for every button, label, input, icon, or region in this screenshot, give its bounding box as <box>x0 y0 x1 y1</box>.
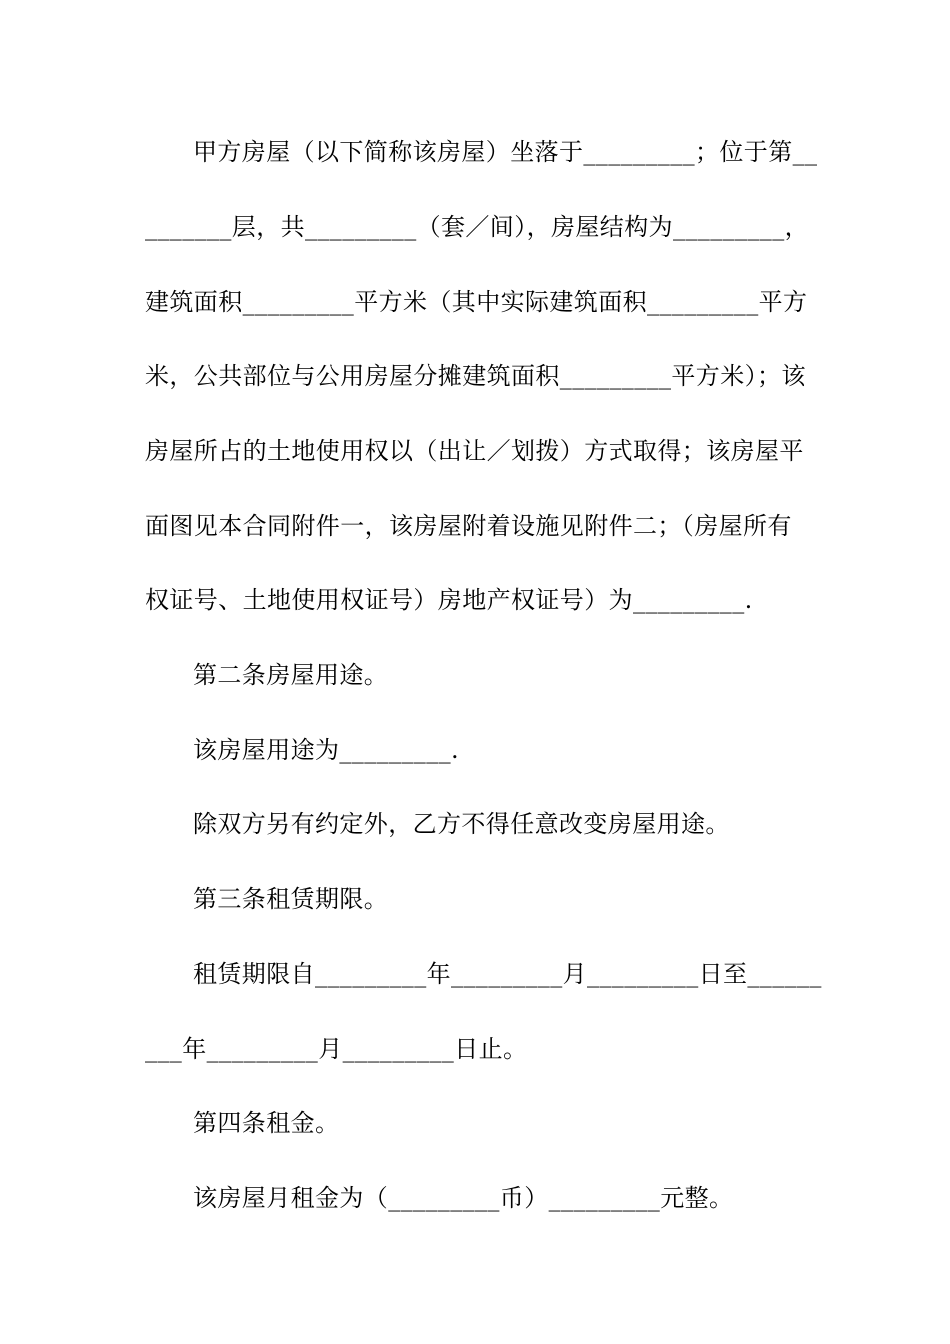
paragraph-location-line-2: _______层，共_________（套／间），房屋结构为_________， <box>145 213 809 241</box>
article-3-title: 第三条租赁期限。 <box>193 885 389 913</box>
paragraph-location-line-4: 米，公共部位与公用房屋分摊建筑面积_________平方米）；该 <box>145 362 806 390</box>
paragraph-location-line-6: 面图见本合同附件一，该房屋附着设施见附件二；（房屋所有 <box>145 512 792 540</box>
article-4-title: 第四条租金。 <box>193 1109 340 1137</box>
paragraph-location-line-7: 权证号、土地使用权证号）房地产权证号）为_________. <box>145 586 753 614</box>
article-4-rent: 该房屋月租金为（_________币）_________元整。 <box>193 1184 734 1212</box>
article-3-line-2: ___年_________月_________日止。 <box>145 1035 528 1063</box>
paragraph-location-line-3: 建筑面积_________平方米（其中实际建筑面积_________平方 <box>145 288 808 316</box>
paragraph-location-line-5: 房屋所占的土地使用权以（出让／划拨）方式取得；该房屋平 <box>145 437 804 465</box>
article-3-line-1: 租赁期限自_________年_________月_________日至______ <box>193 960 822 988</box>
article-2-title: 第二条房屋用途。 <box>193 661 389 689</box>
article-2-restriction: 除双方另有约定外，乙方不得任意改变房屋用途。 <box>193 810 730 838</box>
paragraph-location-line-1: 甲方房屋（以下简称该房屋）坐落于_________；位于第__ <box>193 138 818 166</box>
article-2-use: 该房屋用途为_________. <box>193 736 460 764</box>
